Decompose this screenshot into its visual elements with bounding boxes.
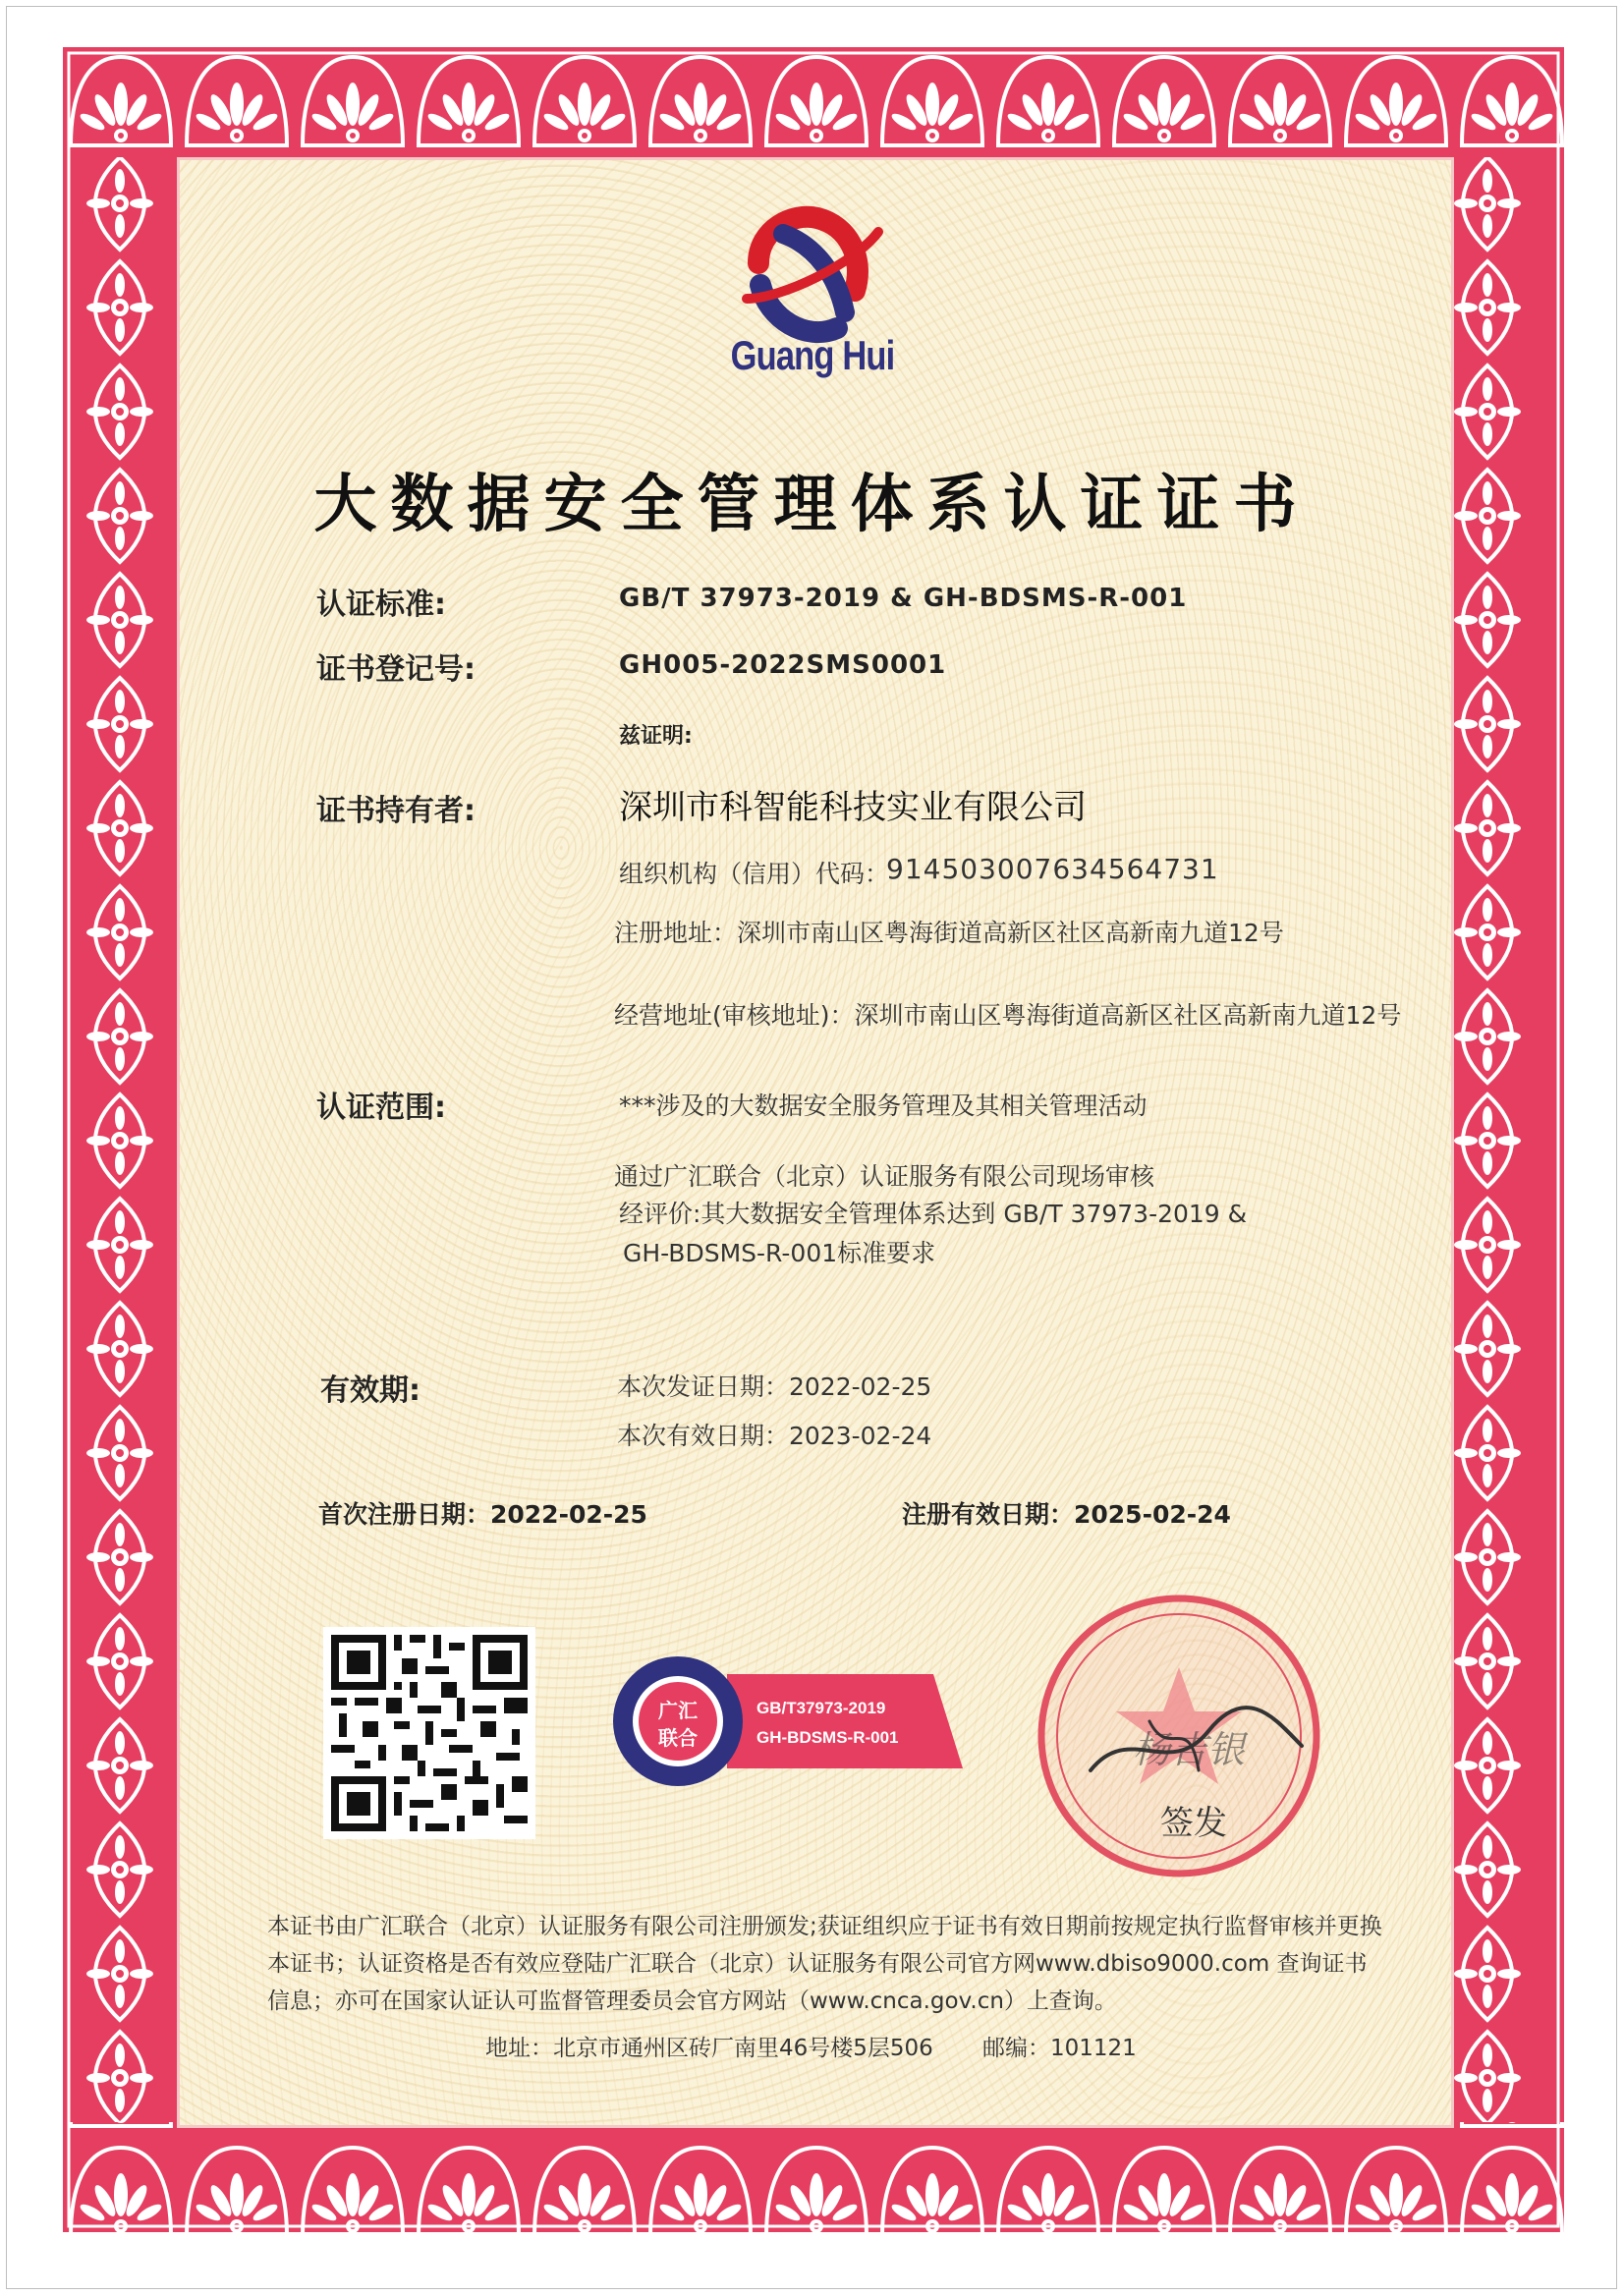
badge-line-2: GH-BDSMS-R-001 bbox=[756, 1728, 899, 1747]
issuer-postcode: 邮编：101121 bbox=[982, 2036, 1137, 2061]
registration-number-value: GH005-2022SMS0001 bbox=[619, 650, 947, 680]
registration-number-label: 证书登记号: bbox=[316, 652, 476, 687]
badge-line-1: GB/T37973-2019 bbox=[756, 1699, 886, 1717]
signature: 杨吉银 bbox=[1132, 1728, 1246, 1771]
certification-badge bbox=[609, 1652, 973, 1790]
issued-by: 签发 bbox=[1160, 1804, 1227, 1843]
org-code-value: 914503007634564731 bbox=[886, 853, 1219, 885]
qr-code[interactable] bbox=[323, 1627, 535, 1839]
scope-label: 认证范围: bbox=[316, 1091, 446, 1125]
registered-address: 注册地址：深圳市南山区粤海街道高新区社区高新南九道12号 bbox=[614, 919, 1284, 947]
standard-value: GB/T 37973-2019 & GH-BDSMS-R-001 bbox=[619, 584, 1188, 613]
audit-line-1: 通过广汇联合（北京）认证服务有限公司现场审核 bbox=[614, 1162, 1155, 1191]
scope-value: ***涉及的大数据安全服务管理及其相关管理活动 bbox=[619, 1092, 1148, 1120]
hereby-certify: 兹证明: bbox=[619, 724, 693, 749]
brand-name: Guang Hui bbox=[730, 332, 895, 378]
org-code-label: 组织机构（信用）代码： bbox=[619, 860, 890, 888]
badge-char-2: 联合 bbox=[658, 1726, 698, 1750]
footer-line-2: 本证书；认证资格是否有效应登陆广汇联合（北京）认证服务有限公司官方网www.dbiso9000.com 查询证书 bbox=[267, 1951, 1368, 1977]
qr-code-pattern bbox=[323, 1627, 535, 1839]
issuer-address: 地址：北京市通州区砖厂南里46号楼5层506 bbox=[485, 2036, 933, 2061]
validity-label: 有效期: bbox=[320, 1373, 420, 1408]
audit-line-3: GH-BDSMS-R-001标准要求 bbox=[623, 1239, 936, 1267]
badge-char-1: 广汇 bbox=[658, 1699, 698, 1722]
audit-line-2: 经评价:其大数据安全管理体系达到 GB/T 37973-2019 & bbox=[619, 1200, 1248, 1228]
footer-line-1: 本证书由广汇联合（北京）认证服务有限公司注册颁发;获证组织应于证书有效日期前按规定执行监督审核并更换 bbox=[267, 1914, 1382, 1939]
certificate-title: 大数据安全管理体系认证证书 bbox=[313, 469, 1311, 541]
registration-valid-date: 注册有效日期：2025-02-24 bbox=[902, 1500, 1231, 1529]
first-registration-date: 首次注册日期：2022-02-25 bbox=[318, 1500, 647, 1529]
footer-line-3: 信息；亦可在国家认证认可监督管理委员会官方网站（www.cnca.gov.cn）上查询。 bbox=[267, 1988, 1117, 2014]
holder-name: 深圳市科智能科技实业有限公司 bbox=[619, 788, 1087, 827]
official-seal bbox=[1022, 1574, 1346, 1888]
standard-label: 认证标准: bbox=[316, 588, 446, 622]
operating-address: 经营地址(审核地址)：深圳市南山区粤海街道高新区社区高新南九道12号 bbox=[614, 1001, 1402, 1030]
expiry-date: 本次有效日期：2023-02-24 bbox=[617, 1422, 932, 1450]
guang-hui-logo bbox=[739, 204, 886, 352]
issue-date: 本次发证日期：2022-02-25 bbox=[617, 1372, 932, 1401]
holder-label: 证书持有者: bbox=[316, 794, 476, 828]
